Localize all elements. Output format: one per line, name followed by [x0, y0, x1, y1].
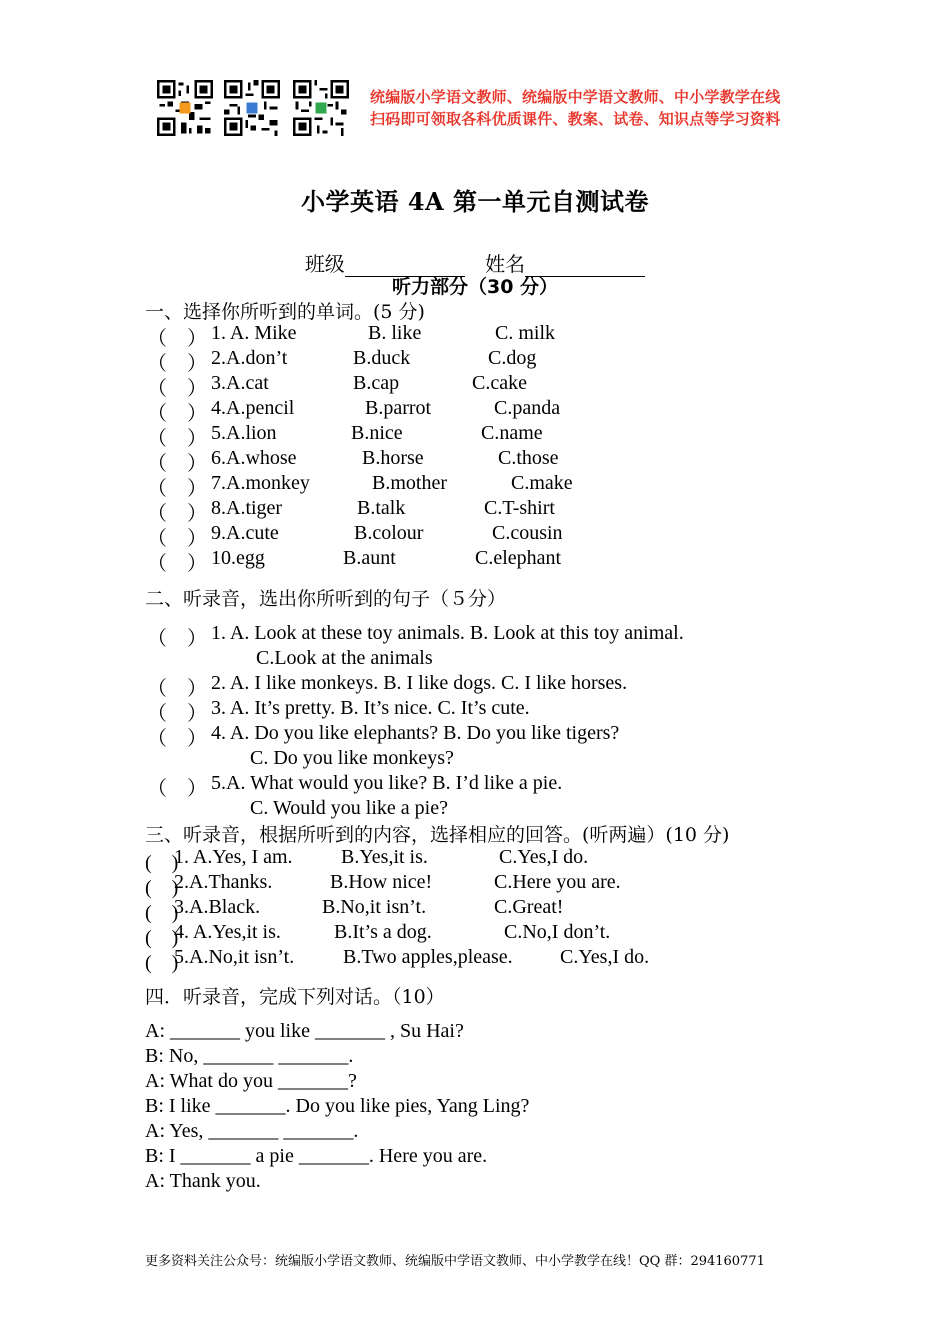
dialogue-line: B: I _______ a pie _______. Here you are.	[145, 1145, 488, 1167]
section2-heading: 二、听录音，选出你所听到的句子（５分）	[145, 588, 507, 610]
option-b: B.aunt	[343, 547, 396, 569]
page-title: 小学英语 4A 第一单元自测试卷	[300, 187, 650, 216]
section3-heading: 三、听录音，根据所听到的内容，选择相应的回答。(听两遍）(10 分)	[145, 824, 730, 846]
option-c: C.cake	[472, 372, 527, 394]
option-a: 9.A.cute	[211, 522, 279, 544]
option-a: 2.A.don’t	[211, 347, 288, 369]
answer-paren[interactable]: （ ）	[147, 703, 207, 725]
section1-heading: 一、选择你所听到的单词。(5 分)	[145, 301, 425, 323]
answer-paren[interactable]: （ ）	[147, 478, 207, 500]
option-c: C.those	[498, 447, 559, 469]
option-c: C.Great!	[494, 896, 564, 918]
option-b: B. like	[368, 322, 422, 344]
dialogue-line: B: I like _______. Do you like pies, Yang Ling?	[145, 1095, 530, 1117]
sentence-option-continued: C.Look at the animals	[256, 647, 433, 669]
dialogue-line: A: _______ you like _______ , Su Hai?	[145, 1020, 464, 1042]
dialogue-line: A: What do you _______?	[145, 1070, 357, 1092]
option-b: B.cap	[353, 372, 400, 394]
section4-heading: 四．听录音，完成下列对话。（10）	[145, 986, 445, 1008]
option-b: B.nice	[351, 422, 403, 444]
option-b: B.Yes,it is.	[341, 846, 428, 868]
option-c: C.Yes,I do.	[560, 946, 650, 968]
answer-paren[interactable]: （ ）	[147, 403, 207, 425]
answer-paren[interactable]: ( )	[145, 952, 179, 974]
banner-line-2: 扫码即可领取各科优质课件、教案、试卷、知识点等学习资料	[370, 110, 781, 128]
class-label: 班级	[304, 252, 345, 276]
sentence-options: 1. A. Look at these toy animals. B. Look at this toy animal.	[211, 622, 684, 644]
option-c: C.make	[511, 472, 573, 494]
sentence-option-continued: C. Would you like a pie?	[250, 797, 448, 819]
option-c: C.cousin	[492, 522, 563, 544]
option-a: 8.A.tiger	[211, 497, 283, 519]
option-c: C.Yes,I do.	[499, 846, 589, 868]
answer-paren[interactable]: ( )	[145, 852, 179, 874]
answer-paren[interactable]: （ ）	[147, 328, 207, 350]
answer-paren[interactable]: （ ）	[147, 503, 207, 525]
qr-code-2	[224, 80, 280, 136]
sentence-options: 3. A. It’s pretty. B. It’s nice. C. It’s cute.	[211, 697, 530, 719]
dialogue-line: A: Yes, _______ _______.	[145, 1120, 359, 1142]
option-c: C.No,I don’t.	[504, 921, 611, 943]
option-a: 3.A.cat	[211, 372, 269, 394]
answer-paren[interactable]: （ ）	[147, 778, 207, 800]
option-a: 3.A.Black.	[174, 896, 261, 918]
option-b: B.No,it isn’t.	[322, 896, 427, 918]
option-a: 2.A.Thanks.	[174, 871, 273, 893]
banner-line-1: 统编版小学语文教师、统编版中学语文教师、中小学教学在线	[370, 88, 781, 106]
option-b: B.horse	[362, 447, 424, 469]
answer-paren[interactable]: （ ）	[147, 628, 207, 650]
option-b: B.How nice!	[330, 871, 433, 893]
sentence-option-continued: C. Do you like monkeys?	[250, 747, 454, 769]
option-c: C.name	[481, 422, 543, 444]
answer-paren[interactable]: （ ）	[147, 678, 207, 700]
option-b: B.duck	[353, 347, 411, 369]
option-a: 5.A.No,it isn’t.	[174, 946, 295, 968]
option-c: C. milk	[495, 322, 556, 344]
option-a: 7.A.monkey	[211, 472, 310, 494]
dialogue-line: A: Thank you.	[145, 1170, 261, 1192]
answer-paren[interactable]: （ ）	[147, 453, 207, 475]
promo-banner	[370, 86, 780, 130]
sentence-options: 5.A. What would you like? B. I’d like a pie.	[211, 772, 563, 794]
option-c: C.T-shirt	[484, 497, 555, 519]
dialogue-line: B: No, _______ _______.	[145, 1045, 354, 1067]
option-a: 6.A.whose	[211, 447, 297, 469]
answer-paren[interactable]: （ ）	[147, 553, 207, 575]
qr-code-1	[157, 80, 213, 136]
sentence-options: 2. A. I like monkeys. B. I like dogs. C. I like horses.	[211, 672, 628, 694]
answer-paren[interactable]: （ ）	[147, 378, 207, 400]
option-c: C.panda	[494, 397, 561, 419]
option-b: B.Two apples,please.	[343, 946, 513, 968]
option-a: 5.A.lion	[211, 422, 277, 444]
answer-paren[interactable]: （ ）	[147, 353, 207, 375]
answer-paren[interactable]: ( )	[145, 927, 179, 949]
option-a: 4.A.pencil	[211, 397, 295, 419]
option-a: 10.egg	[211, 547, 265, 569]
option-c: C.Here you are.	[494, 871, 621, 893]
answer-paren[interactable]: （ ）	[147, 728, 207, 750]
option-b: B.talk	[357, 497, 406, 519]
answer-paren[interactable]: ( )	[145, 877, 179, 899]
option-b: B.It’s a dog.	[334, 921, 432, 943]
sentence-options: 4. A. Do you like elephants? B. Do you like tigers?	[211, 722, 620, 744]
option-a: 1. A. Mike	[211, 322, 297, 344]
option-b: B.colour	[354, 522, 424, 544]
answer-paren[interactable]: （ ）	[147, 428, 207, 450]
option-c: C.elephant	[475, 547, 562, 569]
option-a: 1. A.Yes, I am.	[174, 846, 293, 868]
name-label: 姓名	[485, 252, 526, 276]
answer-paren[interactable]: ( )	[145, 902, 179, 924]
option-a: 4. A.Yes,it is.	[174, 921, 281, 943]
answer-paren[interactable]: （ ）	[147, 528, 207, 550]
option-b: B.mother	[372, 472, 447, 494]
option-b: B.parrot	[365, 397, 432, 419]
option-c: C.dog	[488, 347, 537, 369]
listening-heading: 听力部分（30 分）	[391, 276, 559, 298]
footer-text: 更多资料关注公众号：统编版小学语文教师、统编版中学语文教师、中小学教学在线！QQ 群：294160771	[145, 1254, 765, 1269]
qr-code-3	[293, 80, 349, 136]
